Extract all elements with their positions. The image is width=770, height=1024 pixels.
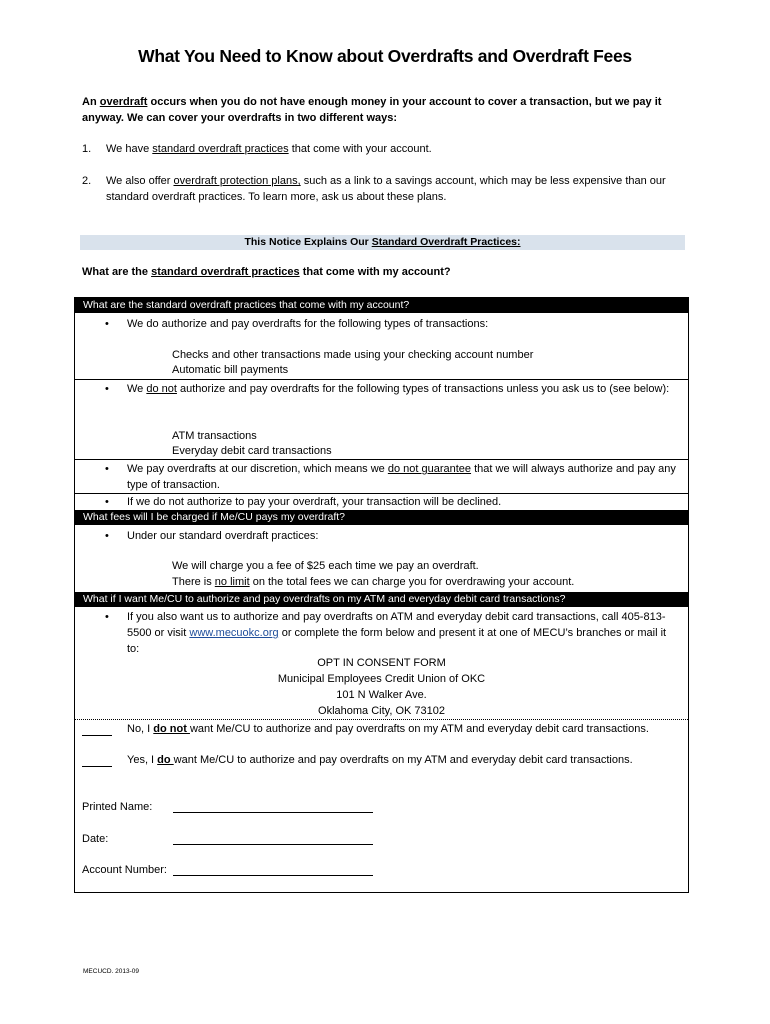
date-field[interactable] <box>173 832 373 845</box>
section-question <box>82 266 451 278</box>
question-text-rest: that come with my account? <box>299 266 451 278</box>
overdraft-term: overdraft <box>99 96 148 108</box>
sub-item-atm: ATM transactions <box>172 430 257 442</box>
do-not-guarantee-term: do not guarantee <box>387 463 472 475</box>
choice-text-rest: want Me/CU to authorize and pay overdrafts on my ATM and everyday debit card transactions. <box>189 723 649 735</box>
bullet-text: We pay overdrafts at our discretion, which means we <box>127 463 388 475</box>
bullet-icon: • <box>105 611 109 623</box>
list-text-rest: that come with your account. <box>288 143 432 155</box>
bullet-authorize: We do authorize and pay overdrafts for the following types of transactions: <box>127 318 489 330</box>
list-text: We also offer <box>106 175 174 187</box>
bullet-icon: • <box>105 318 109 330</box>
divider <box>75 379 688 380</box>
account-number-field[interactable] <box>173 863 373 876</box>
list-text-rest: such as a link to a savings account, which may be less expensive than our standard overdraft practices. To learn more, ask us about these plans. <box>106 175 666 203</box>
no-limit-term: no limit <box>214 576 250 588</box>
intro-text-rest: occurs when you do not have enough money in your account to cover a transaction, but we pay it anyway. We can cover your overdrafts in two different ways: <box>82 96 662 124</box>
banner-text: This Notice Explains Our <box>244 236 372 248</box>
notice-banner <box>80 235 685 250</box>
address-line-3: Oklahoma City, OK 73102 <box>318 705 445 717</box>
page-title: What You Need to Know about Overdrafts and Overdraft Fees <box>138 46 632 66</box>
form-title: OPT IN CONSENT FORM <box>317 657 446 669</box>
intro-paragraph <box>82 94 672 126</box>
question-text: What are the <box>82 266 152 278</box>
bullet-text-rest: or complete the form below and present it at one of MECU’s branches or mail it to: <box>127 627 667 655</box>
bullet-text-rest: that we will always authorize and pay any type of transaction. <box>127 463 676 491</box>
list-number: 1. <box>82 143 92 155</box>
opt-in-choice <box>127 753 633 767</box>
address-line-1: Municipal Employees Credit Union of OKC <box>277 673 486 685</box>
bullet-opt-in-info <box>127 609 677 657</box>
bullet-standard-practices: Under our standard overdraft practices: <box>127 530 319 542</box>
bullet-icon: • <box>105 463 109 475</box>
bullet-text: If you also want us to authorize and pay overdrafts on ATM and everyday debit card transactions, call 405-813-5500 or visit <box>127 611 666 639</box>
divider <box>75 459 688 460</box>
choice-text: Yes, I <box>127 754 158 766</box>
bullet-text: We <box>127 383 147 395</box>
address-line-2: 101 N Walker Ave. <box>336 689 427 701</box>
list-number: 2. <box>82 175 92 187</box>
opt-in-blank[interactable] <box>82 754 112 767</box>
bullet-declined: If we do not authorize to pay your overdraft, your transaction will be declined. <box>127 496 502 508</box>
list-item-2 <box>82 173 682 205</box>
dotted-divider <box>75 719 688 720</box>
bullet-icon: • <box>105 530 109 542</box>
date-label: Date: <box>82 833 109 845</box>
list-item-1 <box>82 141 682 157</box>
intro-text: An <box>82 96 100 108</box>
footer-code: MECUCD. 2013-09 <box>83 968 139 975</box>
question-underlined: standard overdraft practices <box>151 266 300 278</box>
opt-out-choice <box>127 722 649 736</box>
bullet-text-rest: authorize and pay overdrafts for the following types of transactions unless you ask us to (see below): <box>176 383 670 395</box>
sub-text-rest: on the total fees we can charge you for overdrawing your account. <box>249 576 575 588</box>
table-header-fees: What fees will I be charged if Me/CU pays my overdraft? <box>75 510 688 525</box>
website-link[interactable]: www.mecuokc.org <box>189 627 279 639</box>
sub-item-checks: Checks and other transactions made using your checking account number <box>172 349 534 361</box>
choice-text: No, I <box>127 723 154 735</box>
choice-text-rest: want Me/CU to authorize and pay overdrafts on my ATM and everyday debit card transactions. <box>173 754 633 766</box>
bullet-icon: • <box>105 383 109 395</box>
table-header-opt-in: What if I want Me/CU to authorize and pay overdrafts on my ATM and everyday debit card transactions? <box>75 592 688 607</box>
list-text: We have <box>106 143 153 155</box>
bullet-icon: • <box>105 496 109 508</box>
standard-practices-term: standard overdraft practices <box>152 143 289 155</box>
do-not-term: do not <box>146 383 177 395</box>
bullet-do-not-authorize <box>127 381 677 397</box>
do-not-term: do not <box>153 723 190 735</box>
sub-item-debit: Everyday debit card transactions <box>172 445 332 457</box>
sub-text: There is <box>172 576 215 588</box>
opt-out-blank[interactable] <box>82 723 112 736</box>
account-number-label: Account Number: <box>82 864 167 876</box>
printed-name-field[interactable] <box>173 800 373 813</box>
do-term: do <box>157 754 174 766</box>
sub-item-no-limit <box>172 575 574 590</box>
sub-item-fee: We will charge you a fee of $25 each time we pay an overdraft. <box>172 560 479 572</box>
protection-plans-term: overdraft protection plans, <box>173 175 301 187</box>
printed-name-label: Printed Name: <box>82 801 153 813</box>
overdraft-table <box>74 297 689 893</box>
bullet-discretion <box>127 461 677 493</box>
sub-item-bill-payments: Automatic bill payments <box>172 364 289 376</box>
banner-underlined: Standard Overdraft Practices: <box>371 236 521 248</box>
table-header-practices: What are the standard overdraft practices that come with my account? <box>75 298 688 313</box>
